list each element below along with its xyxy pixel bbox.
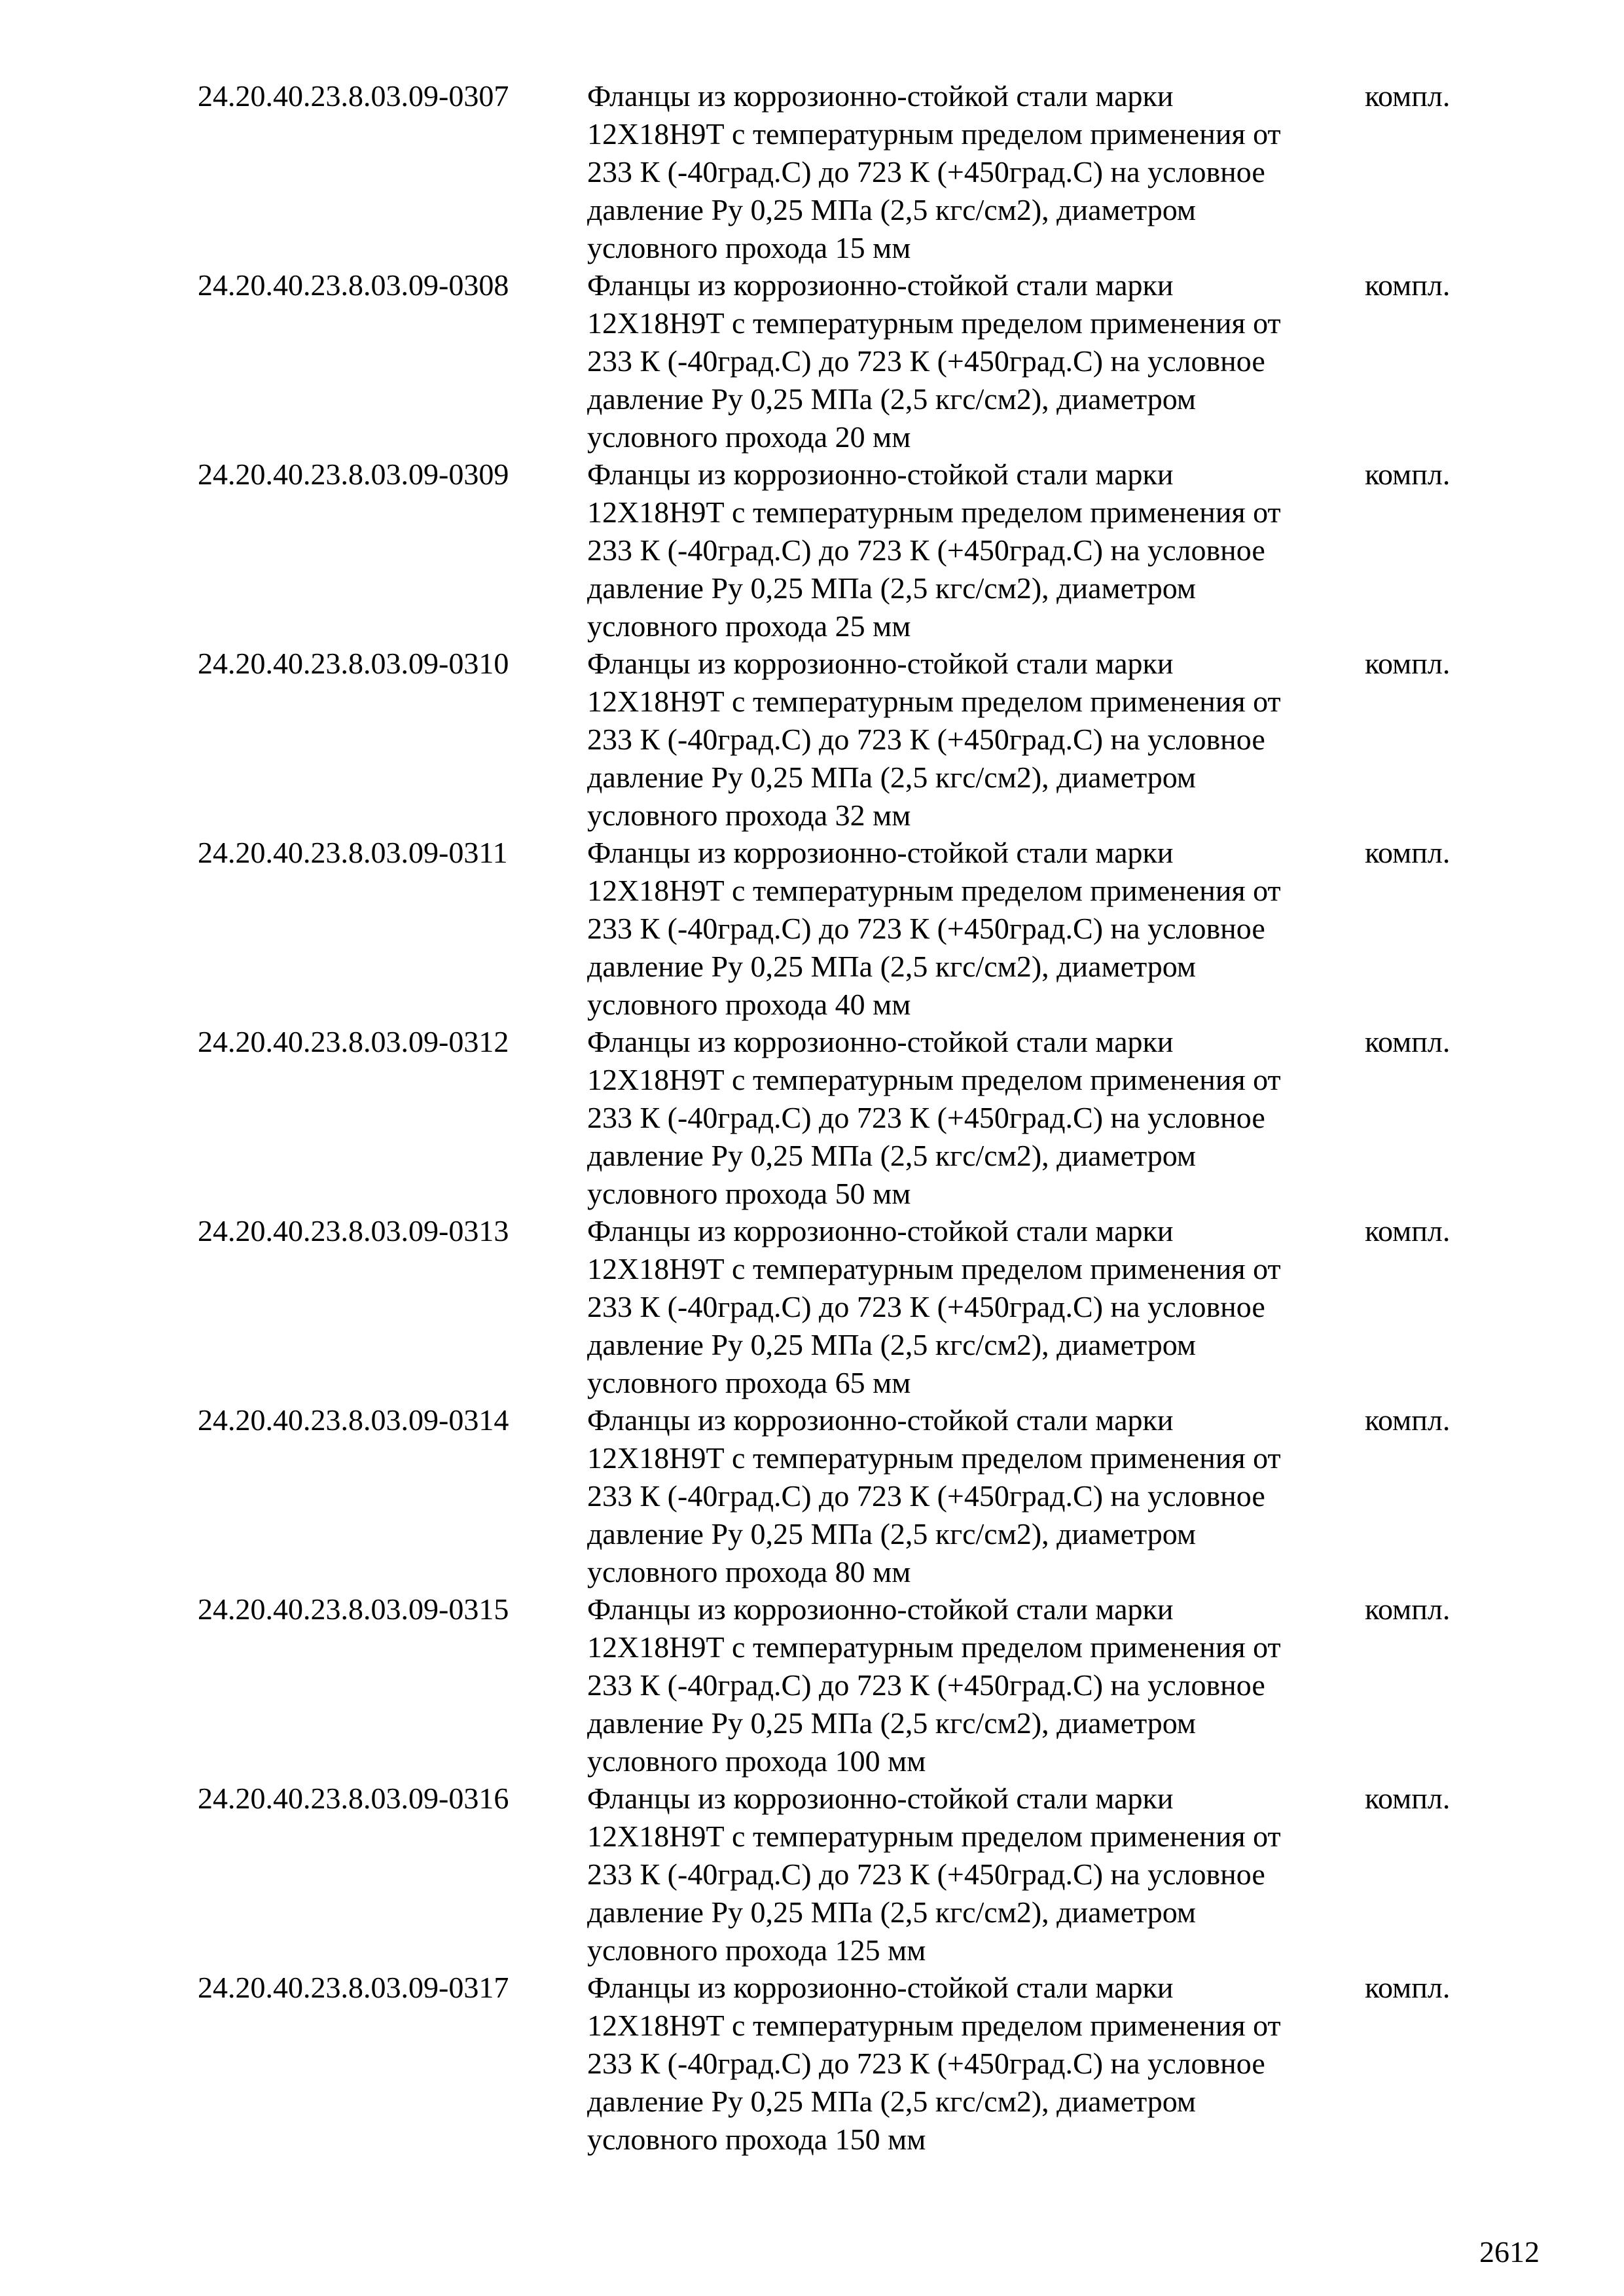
description-line: 12Х18Н9Т с температурным пределом применения от — [587, 495, 1281, 529]
description-line: 12Х18Н9Т с температурным пределом применения от — [587, 1820, 1281, 1853]
description-line: давление Ру 0,25 МПа (2,5 кгс/см2), диаметром — [587, 2085, 1197, 2118]
item-unit: компл. — [1365, 1214, 1451, 1247]
description-line: 12Х18Н9Т с температурным пределом применения от — [587, 1063, 1281, 1096]
description-line: давление Ру 0,25 МПа (2,5 кгс/см2), диаметром — [587, 571, 1197, 605]
description-line: условного прохода 40 мм — [587, 988, 911, 1021]
description-line: давление Ру 0,25 МПа (2,5 кгс/см2), диаметром — [587, 761, 1197, 794]
item-code: 24.20.40.23.8.03.09-0311 — [198, 836, 508, 869]
description-line: 233 К (-40град.С) до 723 К (+450град.С) на условное — [587, 912, 1265, 945]
description-line: Фланцы из коррозионно-стойкой стали марки — [587, 1214, 1174, 1247]
description-line: условного прохода 32 мм — [587, 798, 911, 832]
description-line: 233 К (-40град.С) до 723 К (+450град.С) на условное — [587, 1101, 1265, 1134]
description-line: 12Х18Н9Т с температурным пределом применения от — [587, 2009, 1281, 2042]
description-line: Фланцы из коррозионно-стойкой стали марки — [587, 647, 1174, 680]
description-line: Фланцы из коррозионно-стойкой стали марки — [587, 1025, 1174, 1058]
description-line: условного прохода 65 мм — [587, 1366, 911, 1399]
item-code: 24.20.40.23.8.03.09-0308 — [198, 268, 509, 302]
item-unit: компл. — [1365, 647, 1451, 680]
description-line: условного прохода 50 мм — [587, 1177, 911, 1210]
description-line: 12Х18Н9Т с температурным пределом применения от — [587, 1441, 1281, 1475]
item-code: 24.20.40.23.8.03.09-0315 — [198, 1592, 509, 1626]
item-unit: компл. — [1365, 457, 1451, 491]
description-line: давление Ру 0,25 МПа (2,5 кгс/см2), диаметром — [587, 1139, 1197, 1172]
description-line: Фланцы из коррозионно-стойкой стали марки — [587, 1592, 1174, 1626]
item-unit: компл. — [1365, 1403, 1451, 1437]
description-line: давление Ру 0,25 МПа (2,5 кгс/см2), диаметром — [587, 1895, 1197, 1929]
description-line: Фланцы из коррозионно-стойкой стали марки — [587, 1782, 1174, 1815]
description-line: 233 К (-40град.С) до 723 К (+450град.С) на условное — [587, 1290, 1265, 1323]
table-row — [0, 77, 1624, 266]
item-description — [587, 1023, 1373, 1213]
table-row — [0, 456, 1624, 645]
item-description — [587, 645, 1373, 834]
description-line: Фланцы из коррозионно-стойкой стали марки — [587, 79, 1174, 113]
description-line: давление Ру 0,25 МПа (2,5 кгс/см2), диаметром — [587, 1706, 1197, 1740]
item-unit: компл. — [1365, 1782, 1451, 1815]
item-description — [587, 1212, 1373, 1402]
description-line: 233 К (-40град.С) до 723 К (+450град.С) на условное — [587, 723, 1265, 756]
description-line: Фланцы из коррозионно-стойкой стали марки — [587, 1971, 1174, 2004]
item-code: 24.20.40.23.8.03.09-0312 — [198, 1025, 509, 1058]
description-line: условного прохода 100 мм — [587, 1744, 926, 1778]
item-unit: компл. — [1365, 268, 1451, 302]
item-unit: компл. — [1365, 836, 1451, 869]
table-row — [0, 645, 1624, 834]
description-line: 233 К (-40град.С) до 723 К (+450град.С) на условное — [587, 1857, 1265, 1891]
table-row — [0, 1969, 1624, 2158]
page-number: 2612 — [1479, 2235, 1540, 2269]
item-code: 24.20.40.23.8.03.09-0307 — [198, 79, 509, 113]
description-line: давление Ру 0,25 МПа (2,5 кгс/см2), диаметром — [587, 382, 1197, 416]
description-line: 12Х18Н9Т с температурным пределом применения от — [587, 685, 1281, 718]
table-row — [0, 266, 1624, 456]
description-line: условного прохода 20 мм — [587, 420, 911, 454]
description-line: 12Х18Н9Т с температурным пределом применения от — [587, 1630, 1281, 1664]
description-line: давление Ру 0,25 МПа (2,5 кгс/см2), диаметром — [587, 950, 1197, 983]
item-code: 24.20.40.23.8.03.09-0316 — [198, 1782, 509, 1815]
item-description — [587, 834, 1373, 1024]
table-row — [0, 834, 1624, 1023]
item-code: 24.20.40.23.8.03.09-0313 — [198, 1214, 509, 1247]
description-line: давление Ру 0,25 МПа (2,5 кгс/см2), диаметром — [587, 1517, 1197, 1551]
item-unit: компл. — [1365, 1592, 1451, 1626]
item-unit: компл. — [1365, 1025, 1451, 1058]
item-code: 24.20.40.23.8.03.09-0309 — [198, 457, 509, 491]
description-line: 233 К (-40град.С) до 723 К (+450град.С) на условное — [587, 344, 1265, 378]
description-line: условного прохода 125 мм — [587, 1933, 926, 1967]
item-unit: компл. — [1365, 79, 1451, 113]
table-row — [0, 1212, 1624, 1401]
description-line: 12Х18Н9Т с температурным пределом применения от — [587, 306, 1281, 340]
description-line: 12Х18Н9Т с температурным пределом применения от — [587, 874, 1281, 907]
description-line: 12Х18Н9Т с температурным пределом применения от — [587, 1252, 1281, 1285]
item-description — [587, 1969, 1373, 2159]
table-row — [0, 1401, 1624, 1590]
description-line: давление Ру 0,25 МПа (2,5 кгс/см2), диаметром — [587, 1328, 1197, 1361]
description-line: условного прохода 80 мм — [587, 1555, 911, 1588]
description-line: Фланцы из коррозионно-стойкой стали марки — [587, 836, 1174, 869]
item-code: 24.20.40.23.8.03.09-0317 — [198, 1971, 509, 2004]
description-line: Фланцы из коррозионно-стойкой стали марки — [587, 457, 1174, 491]
description-line: давление Ру 0,25 МПа (2,5 кгс/см2), диаметром — [587, 193, 1197, 226]
description-line: Фланцы из коррозионно-стойкой стали марки — [587, 1403, 1174, 1437]
description-line: условного прохода 150 мм — [587, 2123, 926, 2156]
description-line: 233 К (-40град.С) до 723 К (+450град.С) на условное — [587, 1668, 1265, 1702]
table-row — [0, 1780, 1624, 1969]
description-line: 12Х18Н9Т с температурным пределом применения от — [587, 117, 1281, 151]
item-unit: компл. — [1365, 1971, 1451, 2004]
description-line: 233 К (-40град.С) до 723 К (+450град.С) на условное — [587, 533, 1265, 567]
item-description — [587, 77, 1373, 267]
table-row — [0, 1590, 1624, 1780]
item-code: 24.20.40.23.8.03.09-0310 — [198, 647, 509, 680]
description-line: 233 К (-40град.С) до 723 К (+450град.С) на условное — [587, 2047, 1265, 2080]
description-line: условного прохода 25 мм — [587, 609, 911, 643]
item-code: 24.20.40.23.8.03.09-0314 — [198, 1403, 509, 1437]
description-line: 233 К (-40град.С) до 723 К (+450град.С) на условное — [587, 155, 1265, 188]
item-description — [587, 1590, 1373, 1780]
item-description — [587, 456, 1373, 645]
description-line: Фланцы из коррозионно-стойкой стали марки — [587, 268, 1174, 302]
table-row — [0, 1023, 1624, 1212]
description-line: 233 К (-40град.С) до 723 К (+450град.С) на условное — [587, 1479, 1265, 1513]
item-description — [587, 1780, 1373, 1969]
description-line: условного прохода 15 мм — [587, 231, 911, 264]
rate-table — [0, 77, 1624, 2158]
item-description — [587, 1401, 1373, 1591]
item-description — [587, 266, 1373, 456]
